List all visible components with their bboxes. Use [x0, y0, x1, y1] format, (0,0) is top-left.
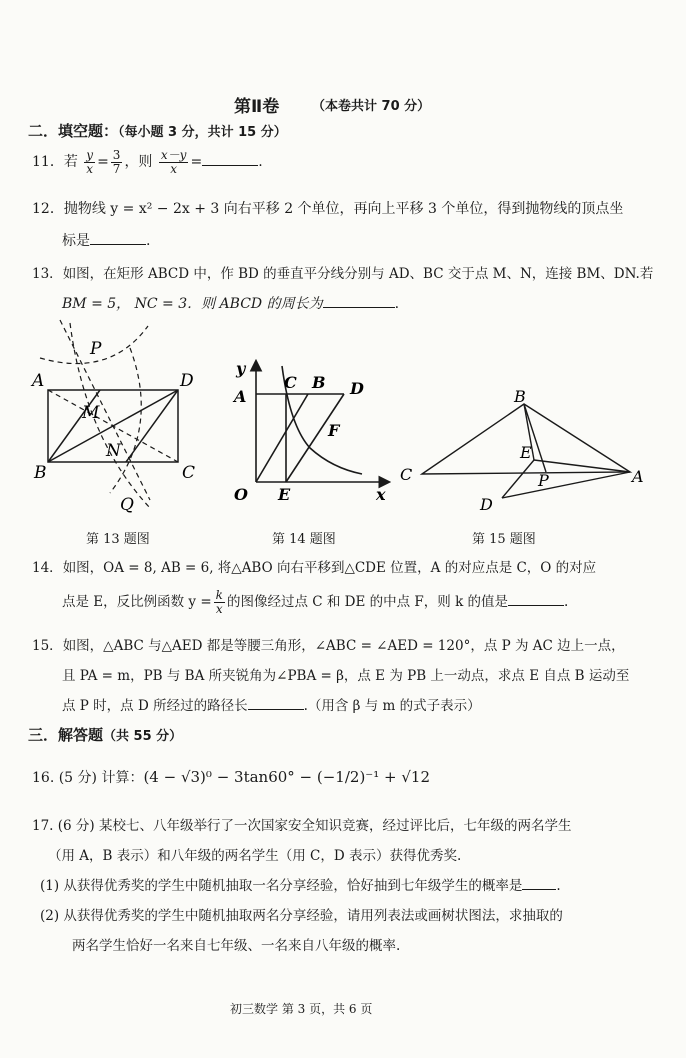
section-2-heading: 二．填空题：（每小题 3 分，共计 15 分） [28, 122, 287, 140]
page-footer: 初三数学 第 3 页，共 6 页 [230, 1002, 373, 1016]
label-q: Q [120, 495, 134, 515]
question-15-line2: 且 PA = m，PB 与 BA 所夹锐角为∠PBA = β，点 E 为 PB 上一动点，求点 E 自点 B 运动至 [62, 668, 630, 684]
label-d: D [180, 371, 194, 391]
perpendicular-bisector [60, 320, 150, 500]
label-d: D [480, 495, 493, 514]
question-17-part2-line2: 两名学生恰好一名来自七年级、一名来自八年级的概率. [72, 938, 401, 954]
label-y: y [236, 359, 246, 378]
label-x: x [376, 485, 386, 504]
label-p: P [538, 471, 549, 490]
q16-expression: (4 − √3)⁰ − 3tan60° − (−1/2)⁻¹ + √12 [143, 768, 430, 786]
question-17-line2: （用 A，B 表示）和八年级的两名学生（用 C，D 表示）获得优秀奖. [48, 848, 462, 864]
label-o: O [234, 485, 248, 504]
figure-15-caption: 第 15 题图 [472, 532, 536, 547]
label-c: C [182, 463, 196, 483]
label-n: N [106, 441, 121, 461]
question-11: 11．若 $\frac{y}{x}$ = $\frac{3}{7}$ ，则 $\frac{x-y}{x}$ = . [32, 147, 263, 176]
question-13-line2: BM = 5， NC = 3．则 ABCD 的周长为 . [62, 296, 400, 312]
answer-blank[interactable] [508, 593, 564, 606]
answer-blank[interactable] [323, 295, 395, 308]
question-17-part2: (2) 从获得优秀奖的学生中随机抽取两名分享经验，请用列表法或画树状图法，求抽取的 [40, 908, 563, 924]
label-a: A [632, 467, 644, 486]
answer-blank[interactable] [202, 153, 258, 166]
label-c: C [284, 373, 297, 392]
label-b: B [514, 387, 526, 406]
answer-blank[interactable] [248, 697, 304, 710]
label-e: E [520, 443, 532, 462]
figure-13-caption: 第 13 题图 [86, 532, 150, 547]
question-17: 17. (6 分) 某校七、八年级举行了一次国家安全知识竞赛，经过评比后，七年级的两名学生 [32, 818, 572, 834]
label-m: M [82, 403, 100, 423]
figure-14 [228, 356, 398, 506]
question-12: 12．抛物线 y = x² − 2x + 3 向右平移 2 个单位，再向上平移 3 个单位，得到抛物线的顶点坐 [32, 201, 624, 217]
figure-13 [30, 318, 220, 518]
question-14-line2: 点是 E，反比例函数 y = $\frac{k}{x}$ 的图像经过点 C 和 DE 的中点 F，则 k 的值是 . [62, 588, 569, 616]
question-12-line2: 标是 . [62, 233, 151, 249]
question-15-line3: 点 P 时，点 D 所经过的路径长 .（用含 β 与 m 的式子表示） [62, 698, 481, 714]
label-d: D [350, 379, 364, 398]
label-a: A [234, 387, 247, 406]
paper-title: 第Ⅱ卷 [234, 97, 280, 117]
answer-blank[interactable] [90, 232, 146, 245]
figure-15 [398, 386, 658, 516]
label-b: B [34, 463, 47, 483]
question-16: 16. (5 分) 计算：(4 − √3)⁰ − 3tan60° − (−1/2)⁻¹ + √12 [32, 768, 430, 786]
answer-blank[interactable] [522, 877, 556, 890]
figure-14-caption: 第 14 题图 [272, 532, 336, 547]
question-17-part1: (1) 从获得优秀奖的学生中随机抽取一名分享经验，恰好抽到七年级学生的概率是 . [40, 878, 561, 894]
label-a: A [32, 371, 45, 391]
question-15: 15．如图，△ABC 与△AED 都是等腰三角形，∠ABC = ∠AED = 120°，点 P 为 AC 边上一点， [32, 638, 625, 654]
question-13: 13．如图，在矩形 ABCD 中，作 BD 的垂直平分线分别与 AD、BC 交于点 M、N，连接 BM、DN.若 [32, 266, 654, 282]
label-f: F [328, 421, 340, 440]
section-3-heading: 三．解答题（共 55 分） [28, 726, 183, 744]
label-e: E [278, 485, 291, 504]
label-p: P [90, 339, 102, 359]
label-b: B [312, 373, 326, 392]
question-14: 14．如图，OA = 8, AB = 6, 将△ABO 向右平移到△CDE 位置，A 的对应点是 C，O 的对应 [32, 560, 597, 576]
label-c: C [400, 465, 413, 484]
paper-subtitle: （本卷共计 70 分） [312, 99, 431, 114]
